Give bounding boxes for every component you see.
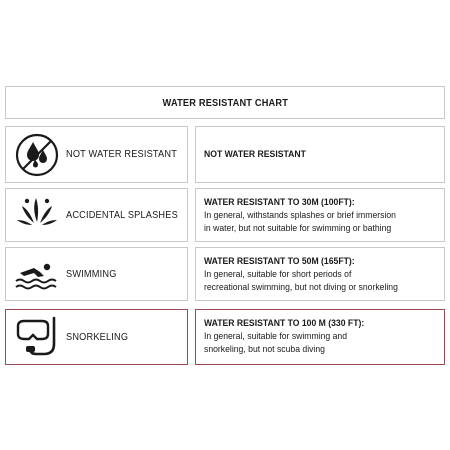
row-desc-line: In general, suitable for short periods of xyxy=(204,269,352,280)
row-heading: NOT WATER RESISTANT xyxy=(204,148,306,160)
no-water-drops-icon xyxy=(14,132,60,178)
row-desc-line: in water, but not suitable for swimming or bathing xyxy=(204,223,392,234)
row-label: SWIMMING xyxy=(66,268,117,280)
row-label: ACCIDENTAL SPLASHES xyxy=(66,209,178,221)
row-not-water-resistant-label-cell xyxy=(5,126,188,183)
chart-title: WATER RESISTANT CHART xyxy=(162,96,288,109)
row-swimming-desc-cell xyxy=(195,247,445,301)
row-not-water-resistant-desc-cell xyxy=(195,126,445,183)
row-desc-line: In general, suitable for swimming and xyxy=(204,331,348,342)
swimmer-icon xyxy=(14,251,60,297)
snorkel-mask-icon xyxy=(14,314,60,360)
row-heading: WATER RESISTANT TO 30M (100FT): xyxy=(204,197,355,208)
row-desc-line: recreational swimming, but not diving or snorkeling xyxy=(204,282,398,293)
row-desc-line: In general, withstands splashes or brief immersion xyxy=(204,210,396,221)
row-swimming-label-cell xyxy=(5,247,188,301)
row-snorkeling-desc-cell xyxy=(195,309,445,365)
row-label: SNORKELING xyxy=(66,331,129,343)
chart-title-box xyxy=(5,86,445,119)
row-label: NOT WATER RESISTANT xyxy=(66,149,178,160)
splash-icon xyxy=(14,192,60,238)
row-accidental-splashes-label-cell xyxy=(5,188,188,242)
row-accidental-splashes-desc-cell xyxy=(195,188,445,242)
row-heading: WATER RESISTANT TO 100 M (330 FT): xyxy=(204,318,365,329)
row-heading: WATER RESISTANT TO 50M (165FT): xyxy=(204,256,355,267)
row-desc-line: snorkeling, but not scuba diving xyxy=(204,344,325,355)
row-snorkeling-label-cell xyxy=(5,309,188,365)
